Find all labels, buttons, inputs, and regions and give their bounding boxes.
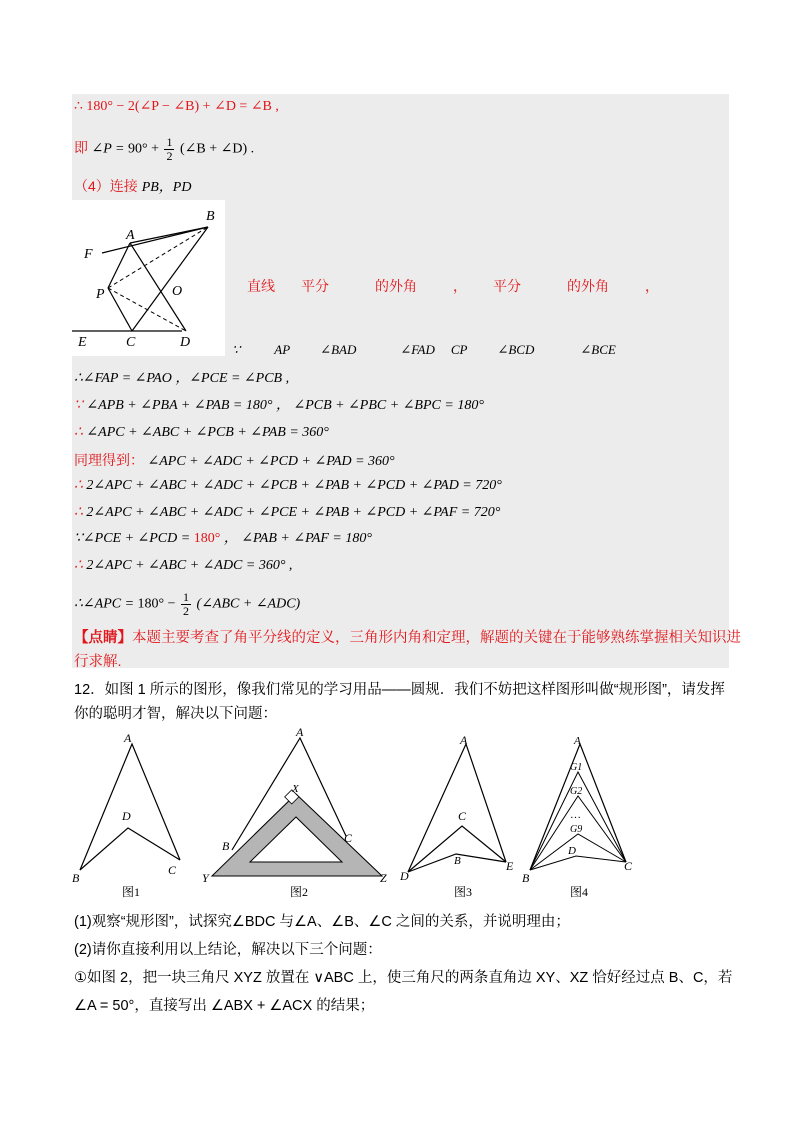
figure-2 (202, 725, 387, 899)
fig4-label-G1: G1 (570, 762, 583, 773)
line-10-a: ∵∠PCE + ∠PCD = (74, 531, 194, 546)
figure-1 (72, 731, 180, 899)
line-3-red: （4）连接 (74, 178, 138, 194)
line-2-frac (164, 136, 174, 163)
fig3-label-C: C (458, 809, 467, 823)
fig2-label-C: C (344, 831, 353, 845)
fig1-label-A: A (124, 731, 132, 745)
fig-row-t7: ， (645, 278, 659, 294)
fig1-label-D: D (122, 809, 131, 823)
fig4-label-B: B (522, 871, 530, 885)
fig-row2-e: CP (450, 342, 468, 357)
fig-row-t3: 的外角 (375, 278, 417, 294)
solution-line-8 (74, 476, 502, 496)
fig2-label-A: A (296, 725, 304, 739)
line-ab (130, 227, 208, 243)
fig4-caption: 图4 (570, 885, 589, 899)
solution-line-1 (74, 97, 279, 117)
fig4-label-dots: … (570, 809, 581, 821)
line-10-red: 180° (193, 531, 221, 546)
line-3-black: PB，PD (141, 180, 192, 195)
line-9-red: ∴ (74, 505, 83, 520)
solution-line-3 (74, 176, 191, 198)
line-ap (108, 243, 130, 288)
fig2-label-X: X (292, 783, 299, 795)
label-E: E (78, 335, 87, 350)
label-F: F (84, 247, 93, 262)
small-figure-box (72, 200, 225, 356)
line-12-frac (181, 591, 191, 618)
solution-line-7 (74, 450, 395, 472)
line-2-den: 2 (166, 149, 173, 163)
line-8-text: 2∠APC + ∠ABC + ∠ADC + ∠PCB + ∠PAB + ∠PCD + ∠PAD = 720° (86, 478, 502, 493)
solution-line-6 (74, 423, 329, 443)
line-10-b: ， ∠PAB + ∠PAF = 180° (223, 531, 372, 546)
fig3-label-E: E (506, 859, 514, 873)
figure-4 (522, 735, 633, 899)
fig2-caption: 图2 (290, 885, 309, 899)
line-5-text: ∠APB + ∠PBA + ∠PAB = 180° ， ∠PCB + ∠PBC + ∠BPC = 180° (86, 398, 484, 413)
fig-row2-f: ∠BCD (497, 342, 535, 357)
fig-row-t5: 平分 (493, 278, 521, 294)
line-11-text: 2∠APC + ∠ABC + ∠ADC = 360° , (86, 558, 293, 573)
fig1-caption: 图1 (122, 885, 141, 899)
line-9-text: 2∠APC + ∠ABC + ∠ADC + ∠PCE + ∠PAB + ∠PCD + ∠PAF = 720° (86, 505, 501, 520)
line-7-red: 同理得到： (74, 452, 144, 468)
line-4-text: ∴∠FAP = ∠PAO ，∠PCE = ∠PCB , (74, 371, 290, 386)
line-11-red: ∴ (74, 558, 83, 573)
fig-row2-b: AP (274, 342, 291, 357)
fig-row-text (247, 276, 659, 296)
fig2-label-B: B (222, 839, 230, 853)
line-12-a: ∴∠APC = (74, 596, 138, 612)
fig-row2-g: ∠BCE (580, 342, 616, 357)
fig-row2-d: ∠FAD (400, 342, 435, 357)
fig-row2-c: ∠BAD (320, 342, 357, 357)
fig4-label-C: C (624, 859, 633, 873)
line-7-text: ∠APC + ∠ADC + ∠PCD + ∠PAD = 360° (147, 454, 395, 469)
comment-text-1: 本题主要考查了角平分线的定义，三角形内角和定理，解题的关键在于能够熟练掌握相关知识进 (132, 630, 741, 646)
figures-row (60, 722, 680, 902)
line-pc (108, 288, 132, 331)
label-P: P (96, 287, 105, 302)
label-A: A (126, 228, 135, 243)
comment-line-1 (74, 628, 741, 648)
line-12-b: 180° − (137, 596, 180, 612)
line-12-den: 2 (183, 604, 190, 618)
fig2-label-Y: Y (202, 871, 209, 885)
fig-row-t2: 平分 (301, 278, 329, 294)
fig4-label-A: A (574, 735, 581, 747)
solution-line-11 (74, 556, 292, 576)
question-line-2: 你的聪明才智，解决以下问题： (74, 706, 277, 722)
label-D: D (180, 335, 191, 350)
line-2-a: 90° + (127, 141, 163, 157)
figure-3 (399, 733, 514, 899)
solution-line-4 (74, 369, 289, 389)
question-line-1: 12．如图 1 所示的图形，像我们常见的学习用品——圆规．我们不妨把这样图形叫做“规形图”，请发挥 (74, 682, 725, 698)
solution-line-10 (74, 529, 372, 549)
comment-line-2 (74, 652, 122, 672)
comment-tag: 【点睛】 (74, 630, 132, 646)
fig4-d (530, 856, 626, 870)
fig3-caption: 图3 (454, 885, 473, 899)
question-sub-1: (1)观察“规形图”，试探究∠BDC 与∠A、∠B、∠C 之间的关系，并说明理由； (74, 914, 570, 930)
fig1-label-B: B (72, 871, 80, 885)
fig-row-t4: ， (453, 278, 467, 294)
fig-row-t1: 直线 (247, 278, 275, 294)
solution-line-9 (74, 503, 500, 523)
line-8-red: ∴ (74, 478, 83, 493)
question-sub-3: ①如图 2，把一块三角尺 XYZ 放置在 ∨ABC 上，使三角尺的两条直角边 XY、XZ 恰好经过点 B、C，若 (74, 970, 733, 986)
line-6-text: ∠APC + ∠ABC + ∠PCB + ∠PAB = 360° (86, 425, 329, 440)
fig4-label-G9: G9 (570, 824, 583, 835)
comment-text-2: 行求解. (74, 654, 122, 670)
fig4-g9 (530, 834, 626, 870)
fig3-outer (408, 744, 506, 872)
fig4-label-G2: G2 (570, 786, 583, 797)
fig1-label-C: C (168, 863, 177, 877)
line-2-prefix: 即 (74, 141, 88, 157)
label-B: B (206, 209, 215, 224)
fig4-label-D: D (568, 845, 576, 857)
solution-line-12 (74, 591, 300, 618)
small-figure (72, 200, 225, 356)
fig2-label-Z: Z (380, 871, 387, 885)
line-12-num: 1 (183, 590, 190, 604)
line-1-text: ∴ 180° − 2(∠P − ∠B) + ∠D = ∠B , (74, 99, 279, 114)
fig3-label-D: D (400, 869, 409, 883)
line-2-left: ∠P = (91, 141, 128, 157)
solution-line-2 (74, 136, 254, 163)
fig-row-t6: 的外角 (567, 278, 609, 294)
fig3-label-B: B (454, 855, 461, 867)
solution-line-5 (74, 396, 484, 416)
line-6-red: ∴ (74, 425, 83, 440)
line-2-num: 1 (166, 135, 173, 149)
line-2-b: (∠B + ∠D) . (179, 141, 255, 157)
label-C: C (126, 335, 136, 350)
line-12-c: (∠ABC + ∠ADC) (196, 596, 301, 612)
fig-row-2 (232, 340, 616, 360)
fig3-label-A: A (460, 733, 468, 747)
question-sub-4: ∠A = 50°，直接写出 ∠ABX + ∠ACX 的结果； (74, 998, 375, 1014)
fig-row2-a: ∵ (232, 342, 241, 357)
question-sub-2: (2)请你直接利用以上结论，解决以下三个问题： (74, 942, 382, 958)
label-O: O (172, 284, 183, 299)
line-5-red: ∵ (74, 398, 83, 413)
